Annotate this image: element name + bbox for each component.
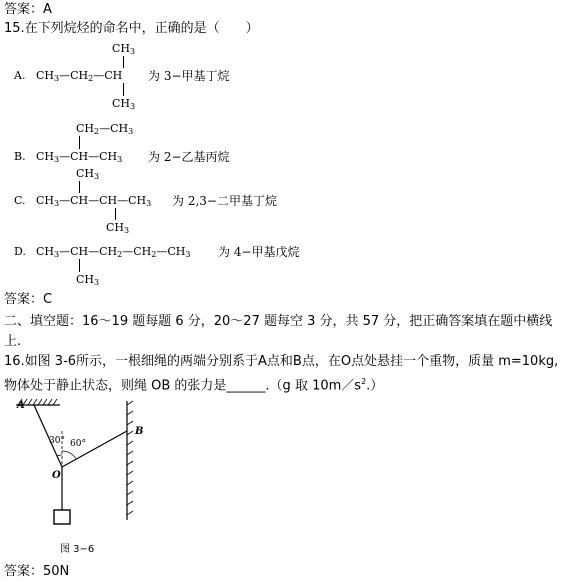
option-a-top-group: $CH_3$ bbox=[112, 42, 136, 56]
answer-blank: ______ bbox=[226, 378, 266, 394]
section-2-instructions: 二、填空题：16～19 题每题 6 分，20～27 题每空 3 分，共 57 分，把正确答案填在题中横线 bbox=[4, 314, 553, 329]
angle-60-label: 60° bbox=[70, 439, 86, 449]
option-a-bond-down bbox=[123, 83, 124, 96]
q16-text-b: .（g 取 10m／s bbox=[265, 378, 362, 394]
q16-text-c: .） bbox=[366, 378, 384, 394]
option-a-bottom-group: $CH_3$ bbox=[112, 97, 136, 111]
point-a-label: A bbox=[17, 400, 25, 411]
question-16-answer: 答案：50N bbox=[4, 564, 70, 579]
option-b-name: 为 2−乙基丙烷 bbox=[148, 150, 230, 164]
question-15-stem: 15.在下列烷烃的命名中，正确的是（ ） bbox=[4, 21, 259, 36]
angle-arc-60 bbox=[62, 451, 76, 459]
wall-hatching bbox=[127, 401, 133, 515]
option-a-label: A. bbox=[14, 69, 26, 82]
option-c-bottom-group: $CH_3$ bbox=[106, 221, 130, 235]
option-c-top-group: $CH_3$ bbox=[76, 167, 100, 181]
option-c-bond-down bbox=[115, 208, 116, 220]
question-16-line-2 bbox=[4, 374, 383, 394]
angle-arc-30 bbox=[57, 455, 62, 456]
option-b-bond-up bbox=[79, 136, 80, 149]
option-c-name: 为 2,3−二甲基丁烷 bbox=[172, 194, 277, 208]
option-c-main-chain: $CH_3—CH—CH—CH_3$ bbox=[36, 194, 152, 208]
rope-ob bbox=[62, 431, 127, 467]
option-d-bond-down bbox=[79, 259, 80, 272]
option-a-name: 为 3−甲基丁烷 bbox=[148, 69, 230, 83]
q16-text-a: 物体处于静止状态，则绳 OB 的张力是 bbox=[4, 378, 227, 394]
figure-3-6 bbox=[0, 395, 150, 555]
option-c-label: C. bbox=[14, 194, 26, 207]
option-c-bond-up bbox=[79, 181, 80, 193]
weight-block bbox=[54, 510, 70, 524]
option-a-bond-up bbox=[123, 56, 124, 68]
option-d-bottom-group: $CH_3$ bbox=[76, 273, 100, 287]
figure-caption: 图 3−6 bbox=[60, 544, 95, 555]
previous-answer: 答案：A bbox=[4, 2, 52, 17]
point-o-label: O bbox=[52, 470, 61, 481]
option-b-label: B. bbox=[14, 150, 26, 163]
q16-superscript: 2 bbox=[361, 377, 367, 386]
option-b-top-group: $CH_2—CH_3$ bbox=[76, 122, 134, 136]
point-b-label: B bbox=[135, 426, 144, 437]
question-15-answer: 答案：C bbox=[4, 292, 53, 307]
option-d-label: D. bbox=[14, 245, 26, 258]
question-16-line-1: 16.如图 3-6所示，一根细绳的两端分别系于A点和B点，在O点处悬挂一个重物，质量 m=10kg, bbox=[4, 354, 559, 369]
option-d-main-chain: $CH_3—CH—CH_2—CH_2—CH_3$ bbox=[36, 245, 191, 259]
section-2-instructions-cont: 上. bbox=[4, 334, 22, 349]
option-b-main-chain: $CH_3—CH—CH_3$ bbox=[36, 150, 123, 164]
angle-30-label: 30° bbox=[49, 436, 65, 446]
option-d-name: 为 4−甲基戊烷 bbox=[218, 245, 300, 259]
option-a-main-chain: $CH_3—CH_2—CH$ bbox=[36, 69, 123, 83]
